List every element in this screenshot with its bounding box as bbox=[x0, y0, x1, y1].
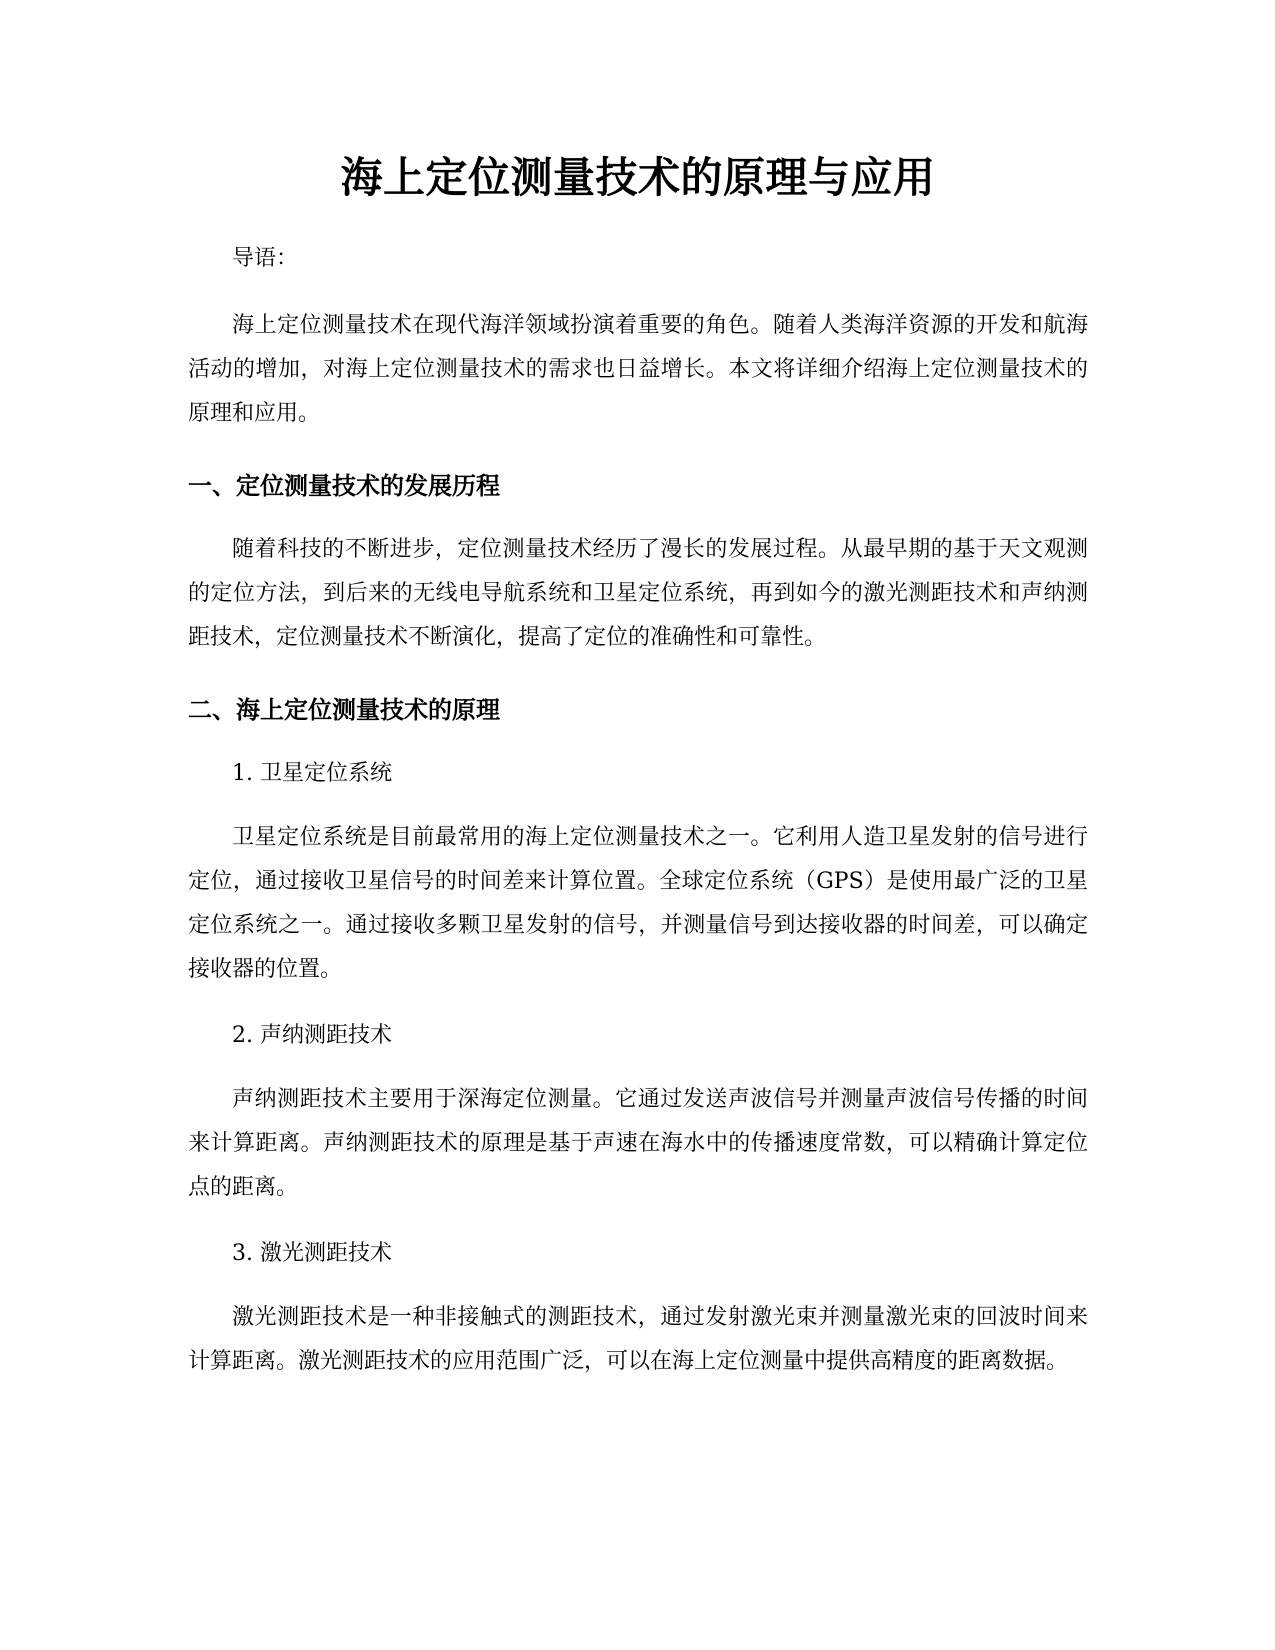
section-heading-principles: 二、海上定位测量技术的原理 bbox=[188, 696, 500, 724]
paragraph-laser: 激光测距技术是一种非接触式的测距技术，通过发射激光束并测量激光束的回波时间来计算距离。激光测距技术的应用范围广泛，可以在海上定位测量中提供高精度的距离数据。 bbox=[188, 1305, 1088, 1374]
subheading-satellite: 1. 卫星定位系统 bbox=[232, 761, 392, 786]
paragraph-sonar: 声纳测距技术主要用于深海定位测量。它通过发送声波信号并测量声波信号传播的时间来计算距离。声纳测距技术的原理是基于声速在海水中的传播速度常数，可以精确计算定位点的距离。 bbox=[188, 1087, 1088, 1200]
subheading-laser: 3. 激光测距技术 bbox=[232, 1241, 392, 1266]
document-title: 海上定位测量技术的原理与应用 bbox=[340, 153, 936, 202]
section-heading-history: 一、定位测量技术的发展历程 bbox=[188, 472, 500, 500]
paragraph-satellite: 卫星定位系统是目前最常用的海上定位测量技术之一。它利用人造卫星发射的信号进行定位，通过接收卫星信号的时间差来计算位置。全球定位系统（GPS）是使用最广泛的卫星定位系统之一。通过接收多颗卫星发射的信号，并测量信号到达接收器的时间差，可以确定接收器的位置。 bbox=[188, 825, 1088, 982]
section-body-history: 随着科技的不断进步，定位测量技术经历了漫长的发展过程。从最早期的基于天文观测的定位方法，到后来的无线电导航系统和卫星定位系统，再到如今的激光测距技术和声纳测距技术，定位测量技术不断演化，提高了定位的准确性和可靠性。 bbox=[188, 537, 1088, 650]
document-body bbox=[188, 148, 1088, 1384]
subheading-sonar: 2. 声纳测距技术 bbox=[232, 1023, 392, 1048]
lead-label: 导语： bbox=[232, 246, 299, 271]
intro-paragraph: 海上定位测量技术在现代海洋领域扮演着重要的角色。随着人类海洋资源的开发和航海活动的增加，对海上定位测量技术的需求也日益增长。本文将详细介绍海上定位测量技术的原理和应用。 bbox=[188, 313, 1088, 426]
